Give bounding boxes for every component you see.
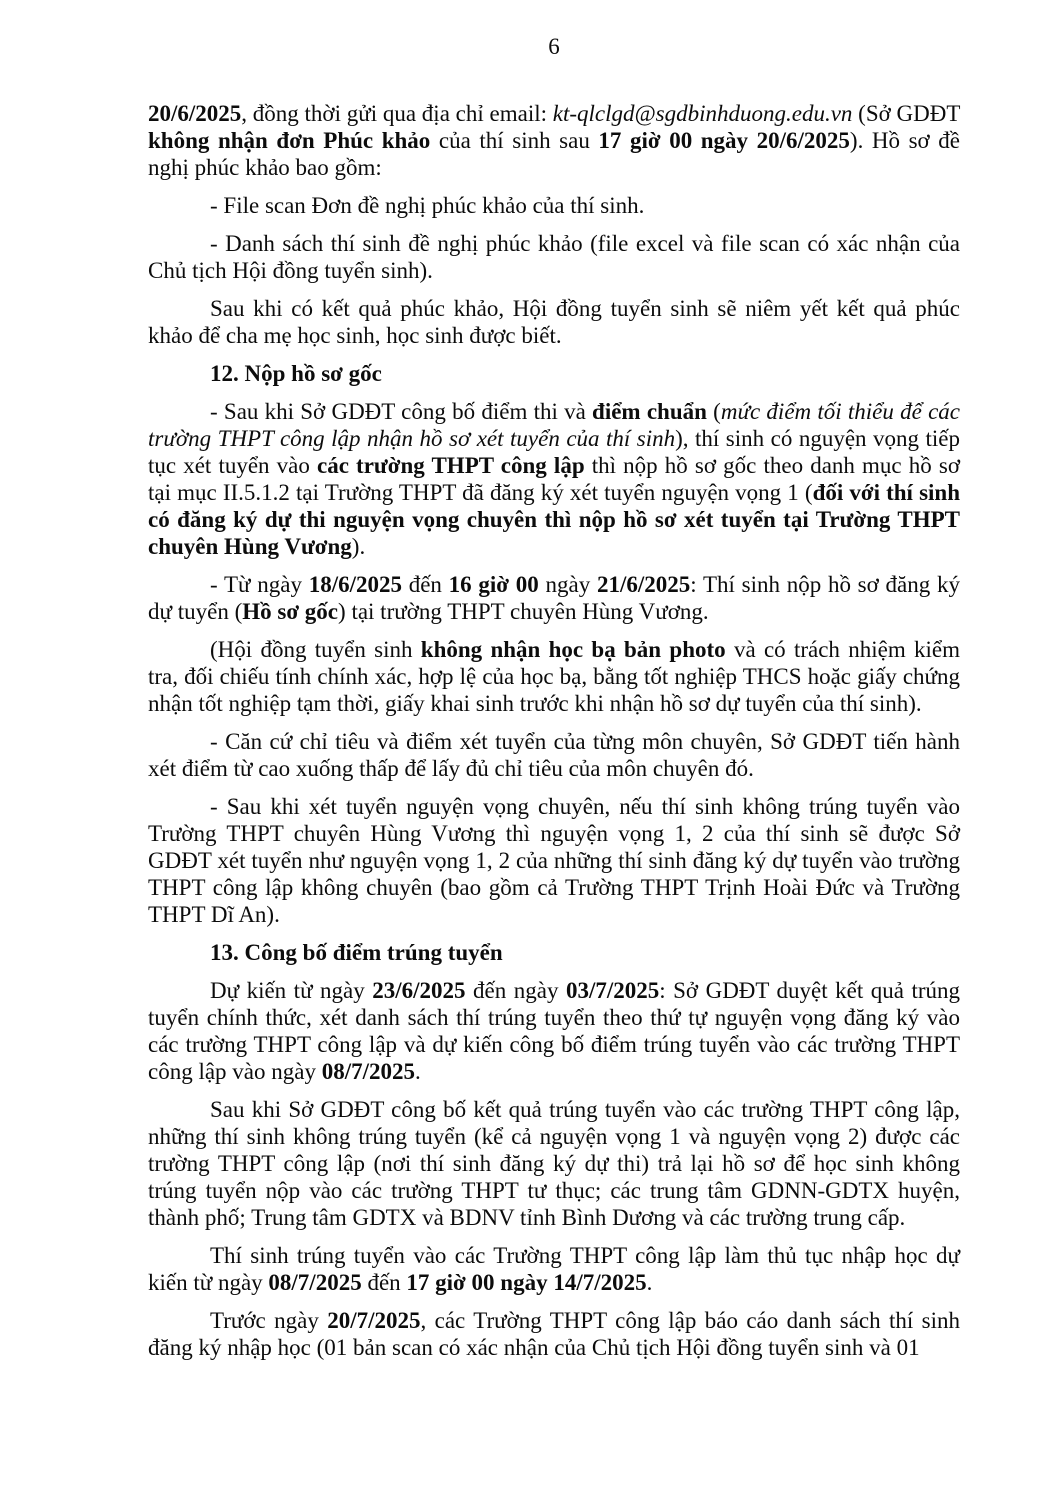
- text-run: ). Hồ sơ đề nghị phúc khảo bao gồm:: [148, 128, 960, 180]
- text-run: không nhận học bạ bản photo: [420, 637, 726, 662]
- text-run: điểm chuẩn: [592, 399, 707, 424]
- text-run: đối với thí sinh có đăng ký dự thi nguyện vọng chuyên thì nộp hồ sơ xét tuyển tại Trường THPT chuyên Hùng Vương: [148, 480, 960, 559]
- paragraph: [148, 977, 960, 1085]
- text-run: và có trách nhiệm kiểm tra, đối chiếu tính chính xác, hợp lệ của học bạ, bằng tốt nghiệp THCS hoặc giấy chứng nhận tốt nghiệp tạm thời, giấy khai sinh trước khi nhận hồ sơ dự tuyển của thí sinh).: [148, 637, 960, 716]
- text-run: 21/6/2025: [596, 572, 691, 597]
- text-run: (: [706, 399, 721, 424]
- page-number: 6: [548, 34, 560, 59]
- text-run: mức điểm tối thiểu để các trường THPT công lập nhận hồ sơ xét tuyển của thí sinh: [148, 399, 960, 451]
- text-run: ), thí sinh có nguyện vọng tiếp tục xét tuyển vào: [148, 426, 960, 478]
- text-run: 18/6/2025: [308, 572, 402, 597]
- text-run: Sau khi Sở GDĐT công bố kết quả trúng tuyển vào các trường THPT công lập, những thí sinh không trúng tuyển (kể cả nguyện vọng 1 và nguyện vọng 2) được các trường THPT công lập (nơi thí sinh đăng ký dự thi) trả lại hồ sơ để học sinh không trúng tuyển nộp vào các trường THPT tư thục; các trung tâm GDNN-GDTX huyện, thành phố; Trung tâm GDTX và BDNV tỉnh Bình Dương và các trường trung cấp.: [148, 1097, 960, 1230]
- text-run: (Sở GDĐT: [852, 101, 961, 126]
- text-run: 20/6/2025: [148, 101, 242, 126]
- section-heading: [148, 939, 960, 966]
- text-run: 17 giờ 00 ngày 20/6/2025: [598, 128, 850, 153]
- text-run: 12. Nộp hồ sơ gốc: [210, 361, 382, 386]
- document-body: [148, 100, 960, 1361]
- paragraph: [148, 295, 960, 349]
- text-run: 13. Công bố điểm trúng tuyển: [210, 940, 503, 965]
- paragraph: [148, 571, 960, 625]
- text-run: Trước ngày: [210, 1308, 328, 1333]
- text-run: 23/6/2025: [372, 978, 466, 1003]
- text-run: , các Trường THPT công lập báo cáo danh sách thí sinh đăng ký nhập học (01 bản scan có xác nhận của Chủ tịch Hội đồng tuyển sinh và 01: [148, 1308, 960, 1360]
- text-run: 03/7/2025: [565, 978, 660, 1003]
- paragraph: [148, 398, 960, 560]
- paragraph: [148, 100, 960, 181]
- text-run: 08/7/2025: [321, 1059, 416, 1084]
- text-run: 08/7/2025: [268, 1270, 362, 1295]
- text-run: Thí sinh trúng tuyển vào các Trường THPT công lập làm thủ tục nhập học dự kiến từ ngày: [148, 1243, 960, 1295]
- paragraph: [148, 192, 960, 219]
- text-run: (Hội đồng tuyển sinh: [210, 637, 421, 662]
- text-run: đến: [361, 1270, 407, 1295]
- section-heading: [148, 360, 960, 387]
- text-run: các trường THPT công lập: [317, 453, 585, 478]
- paragraph: [148, 728, 960, 782]
- text-run: 16 giờ 00: [448, 572, 539, 597]
- text-run: ) tại trường THPT chuyên Hùng Vương.: [338, 599, 709, 624]
- text-run: Sau khi có kết quả phúc khảo, Hội đồng tuyển sinh sẽ niêm yết kết quả phúc khảo để cha mẹ học sinh, học sinh được biết.: [148, 296, 960, 348]
- text-run: : Sở GDĐT duyệt kết quả trúng tuyển chính thức, xét danh sách thí trúng tuyển theo thứ tự nguyện vọng đăng ký vào các trường THPT công lập và dự kiến công bố điểm trúng tuyển vào các trường THPT công lập vào ngày: [148, 978, 960, 1084]
- text-run: đến: [401, 572, 449, 597]
- text-run: - Từ ngày: [210, 572, 309, 597]
- text-run: - Căn cứ chỉ tiêu và điểm xét tuyển của từng môn chuyên, Sở GDĐT tiến hành xét điểm từ cao xuống thấp để lấy đủ chỉ tiêu của môn chuyên đó.: [148, 729, 960, 781]
- paragraph: [148, 1096, 960, 1231]
- text-run: ngày: [538, 572, 597, 597]
- paragraph: [148, 1242, 960, 1296]
- text-run: 20/7/2025: [327, 1308, 421, 1333]
- text-run: - Sau khi xét tuyển nguyện vọng chuyên, nếu thí sinh không trúng tuyển vào Trường THPT chuyên Hùng Vương thì nguyện vọng 1, 2 của thí sinh sẽ được Sở GDĐT xét tuyển như nguyện vọng 1, 2 của những thí sinh đăng ký dự tuyển vào trường THPT công lập không chuyên (bao gồm cả Trường THPT Trịnh Hoài Đức và Trường THPT Dĩ An).: [148, 794, 960, 927]
- text-run: đến ngày: [465, 978, 566, 1003]
- text-run: không nhận đơn Phúc khảo: [148, 128, 431, 153]
- paragraph: [148, 230, 960, 284]
- text-run: kt-qlclgd@sgdbinhduong.edu.vn: [552, 101, 853, 126]
- text-run: - File scan Đơn đề nghị phúc khảo của thí sinh.: [210, 193, 645, 218]
- text-run: - Sau khi Sở GDĐT công bố điểm thi và: [210, 399, 593, 424]
- text-run: ).: [351, 534, 366, 559]
- text-run: Dự kiến từ ngày: [210, 978, 373, 1003]
- text-run: .: [646, 1270, 653, 1295]
- text-run: Hồ sơ gốc: [242, 599, 339, 624]
- text-run: thì nộp hồ sơ gốc theo danh mục hồ sơ tại mục II.5.1.2 tại Trường THPT đã đăng ký xét tuyển nguyện vọng 1 (: [148, 453, 960, 505]
- text-run: 17 giờ 00 ngày 14/7/2025: [406, 1270, 647, 1295]
- text-run: .: [415, 1059, 421, 1084]
- paragraph: [148, 636, 960, 717]
- text-run: , đồng thời gửi qua địa chỉ email:: [241, 101, 553, 126]
- text-run: - Danh sách thí sinh đề nghị phúc khảo (file excel và file scan có xác nhận của Chủ tịch Hội đồng tuyển sinh).: [148, 231, 960, 283]
- text-run: của thí sinh sau: [430, 128, 599, 153]
- paragraph: [148, 793, 960, 928]
- text-run: : Thí sinh nộp hồ sơ đăng ký dự tuyển (: [148, 572, 960, 624]
- paragraph: [148, 1307, 960, 1361]
